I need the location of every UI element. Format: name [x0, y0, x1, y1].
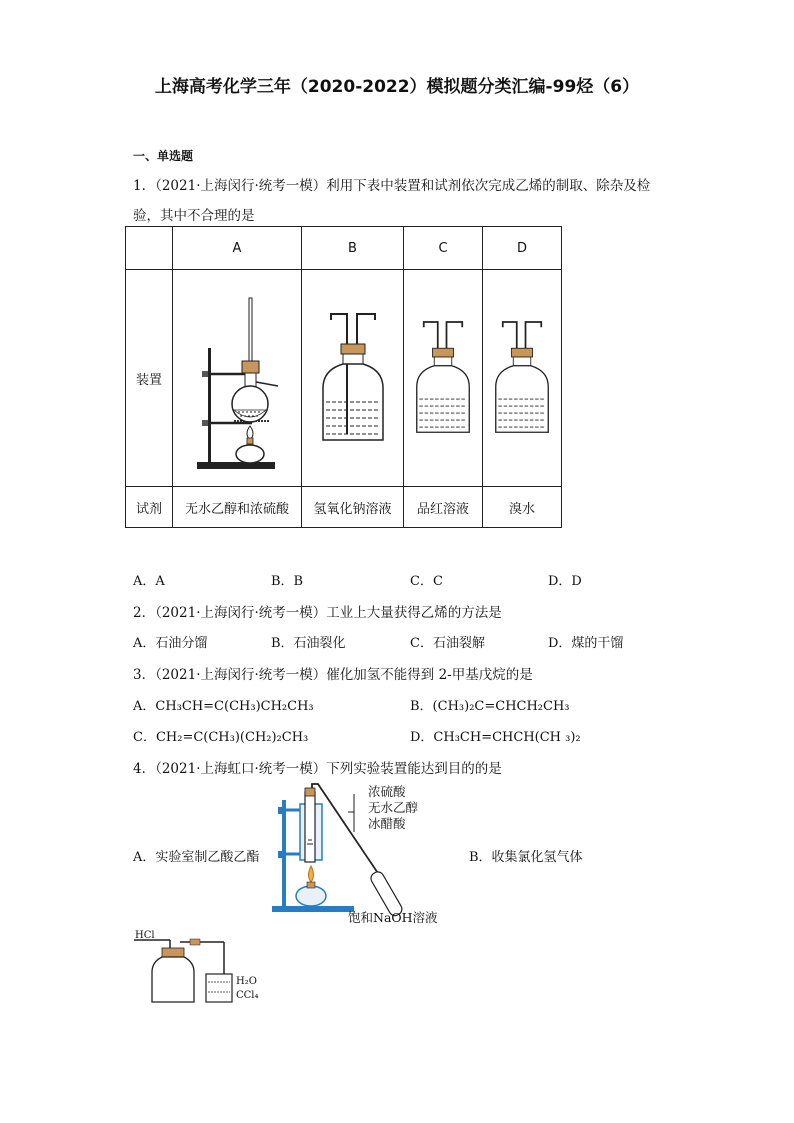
q3-option-b[interactable]: B．(CH₃)₂C=CHCH₂CH₃: [410, 699, 570, 714]
q3-option-d[interactable]: D．CH₃CH=CHCH(CH ₃)₂: [410, 730, 581, 745]
q2-option-b[interactable]: B．石油裂化: [271, 636, 346, 651]
reagent-cell: 溴水: [483, 487, 562, 528]
q1-apparatus-table: [125, 226, 562, 528]
apparatus-c: [404, 270, 483, 487]
q4-option-a[interactable]: A．实验室制乙酸乙酯: [133, 850, 260, 865]
q1-option-b[interactable]: B．B: [271, 574, 304, 589]
q2-stem: 2．（2021·上海闵行·统考一模）工业上大量获得乙烯的方法是: [133, 605, 502, 621]
ccl4-label: CCl₄: [236, 990, 259, 1001]
reagent-cell: 品红溶液: [404, 487, 483, 528]
q4-reagent-label: 无水乙醇: [368, 800, 419, 815]
q1-option-d[interactable]: D．D: [548, 574, 582, 589]
wash-bottle-b-diagram: [313, 308, 393, 448]
apparatus-d: [483, 270, 562, 487]
apparatus-a: [173, 270, 302, 487]
water-label: H₂O: [236, 976, 257, 987]
table-header-cell: [126, 227, 173, 270]
wash-bottle-c-diagram: [408, 308, 478, 448]
wash-bottle-d-diagram: [487, 308, 557, 448]
q1-stem-line1: 1．（2021·上海闵行·统考一模）利用下表中装置和试剂依次完成乙烯的制取、除杂及检: [133, 178, 651, 194]
q3-option-a[interactable]: A．CH₃CH=C(CH₃)CH₂CH₃: [133, 699, 314, 714]
ethylene-generator-diagram: [182, 278, 292, 478]
table-header-cell: C: [404, 227, 483, 270]
q4-reagent-label: 浓硫酸: [368, 784, 406, 799]
table-header-cell: D: [483, 227, 562, 270]
q2-option-a[interactable]: A．石油分馏: [133, 636, 208, 651]
q4-reagent-label: 冰醋酸: [368, 816, 406, 831]
q1-option-a[interactable]: A．A: [133, 574, 165, 589]
table-header-cell: B: [302, 227, 404, 270]
q4-stem: 4．（2021·上海虹口·统考一模）下列实验装置能达到目的的是: [133, 761, 502, 777]
page-title: 上海高考化学三年（2020-2022）模拟题分类汇编-99烃（6）: [154, 77, 640, 97]
q1-stem-line2: 验，其中不合理的是: [133, 208, 255, 224]
apparatus-b: [302, 270, 404, 487]
hcl-label: HCl: [135, 930, 155, 941]
q3-option-c[interactable]: C．CH₂=C(CH₃)(CH₂)₂CH₃: [133, 730, 309, 745]
q3-stem: 3．（2021·上海闵行·统考一模）催化加氢不能得到 2-甲基戊烷的是: [133, 667, 533, 683]
row-label-apparatus: 装置: [126, 270, 173, 487]
row-label-reagent: 试剂: [126, 487, 173, 528]
reagent-cell: 氢氧化钠溶液: [302, 487, 404, 528]
table-header-cell: A: [173, 227, 302, 270]
q2-option-c[interactable]: C．石油裂解: [410, 636, 485, 651]
q1-option-c[interactable]: C．C: [410, 574, 443, 589]
q4-naoh-label: 饱和NaOH溶液: [348, 910, 438, 925]
section-heading: 一、单选题: [133, 149, 194, 163]
reagent-cell: 无水乙醇和浓硫酸: [173, 487, 302, 528]
q2-option-d[interactable]: D．煤的干馏: [548, 636, 624, 651]
q4-option-b[interactable]: B．收集氯化氢气体: [469, 850, 583, 865]
